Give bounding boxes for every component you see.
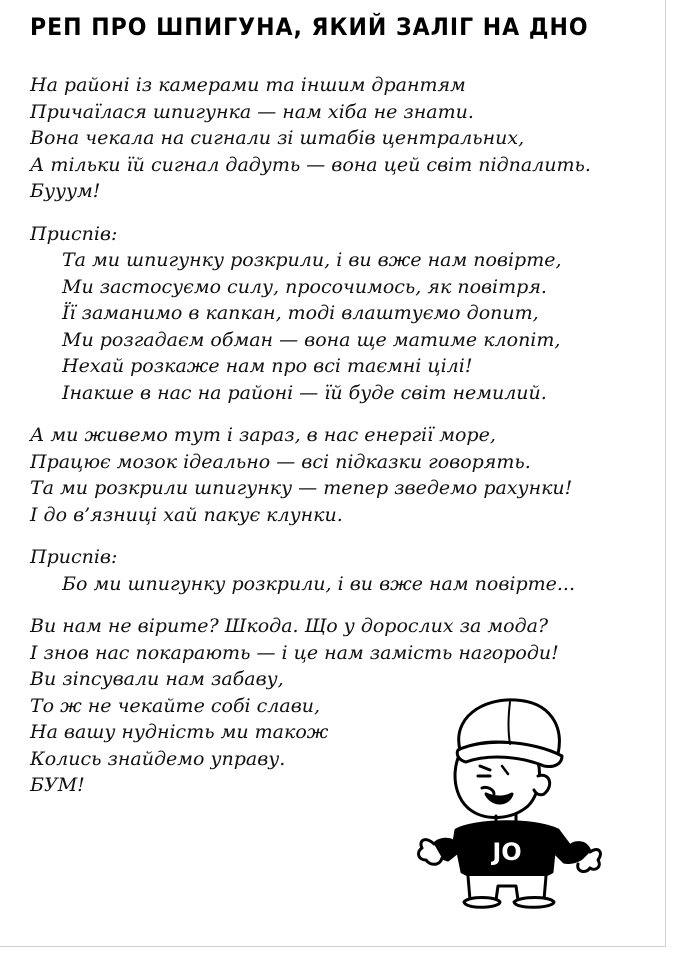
poem-line: Інакше в нас на районі — їй буде світ немилий. [62,381,547,404]
page-edge [665,0,666,946]
chorus-2 [30,544,655,597]
poem-line: І знов нас покарають — і це нам замість нагороди! [30,641,559,664]
poem-line: Ви нам не вірите? Шкода. Що у дорослих за мода? [30,615,549,637]
verse-1 [30,72,655,205]
poem-line: БУМ! [30,774,85,796]
poem-line: Ви зіпсували нам забаву, [30,668,284,690]
poem-line: Ми застосуємо силу, просочимось, як повітря. [62,275,547,298]
chorus-label: Приспів: [30,546,118,568]
poem-line: І до в’язниці хай пакує клунки. [30,503,343,526]
page-title: РЕП ПРО ШПИГУНА, ЯКИЙ ЗАЛІГ НА ДНО [30,14,589,42]
poem-line: Нехай розкаже нам про всі таємні цілі! [62,355,473,377]
poem-line: А тільки їй сигнал дадуть — вона цей світ підпалить. [30,153,591,176]
poem-line: Та ми розкрили шпигунку — тепер зведемо рахунки! [30,477,573,499]
chorus-label: Приспів: [30,222,118,245]
chorus-1 [30,221,655,407]
verse-2 [30,422,655,528]
cartoon-boy-icon [412,690,602,915]
poem-line: Колись знайдемо управу. [30,747,286,770]
poem-line: Та ми шпигунку розкрили, і ви вже нам повірте, [62,249,562,271]
page-edge [0,946,666,947]
poem-line: На районі із камерами та іншим дрантям [30,74,466,96]
shirt-text: JO [492,838,522,866]
poem-line: На вашу нудність ми також [30,721,329,743]
poem-line: Бо ми шпигунку розкрили, і ви вже нам повірте... [62,572,575,595]
poem-line: А ми живемо тут і зараз, в нас енергії море, [30,424,496,446]
poem-line: То ж не чекайте собі слави, [30,694,321,717]
poem-line: Вона чекала на сигнали зі штабів центральних, [30,127,525,149]
poem-line: Працює мозок ідеально — всі підказки говорять. [30,450,531,473]
poem-line: Причаїлася шпигунка — нам хіба не знати. [30,100,474,123]
poem-line: Її заманимо в капкан, тоді влаштуємо допит, [62,302,539,324]
poem-line: Ми розгадаєм обман — вона ще матиме клопіт, [62,328,561,351]
poem-line: Бууум! [30,180,101,202]
